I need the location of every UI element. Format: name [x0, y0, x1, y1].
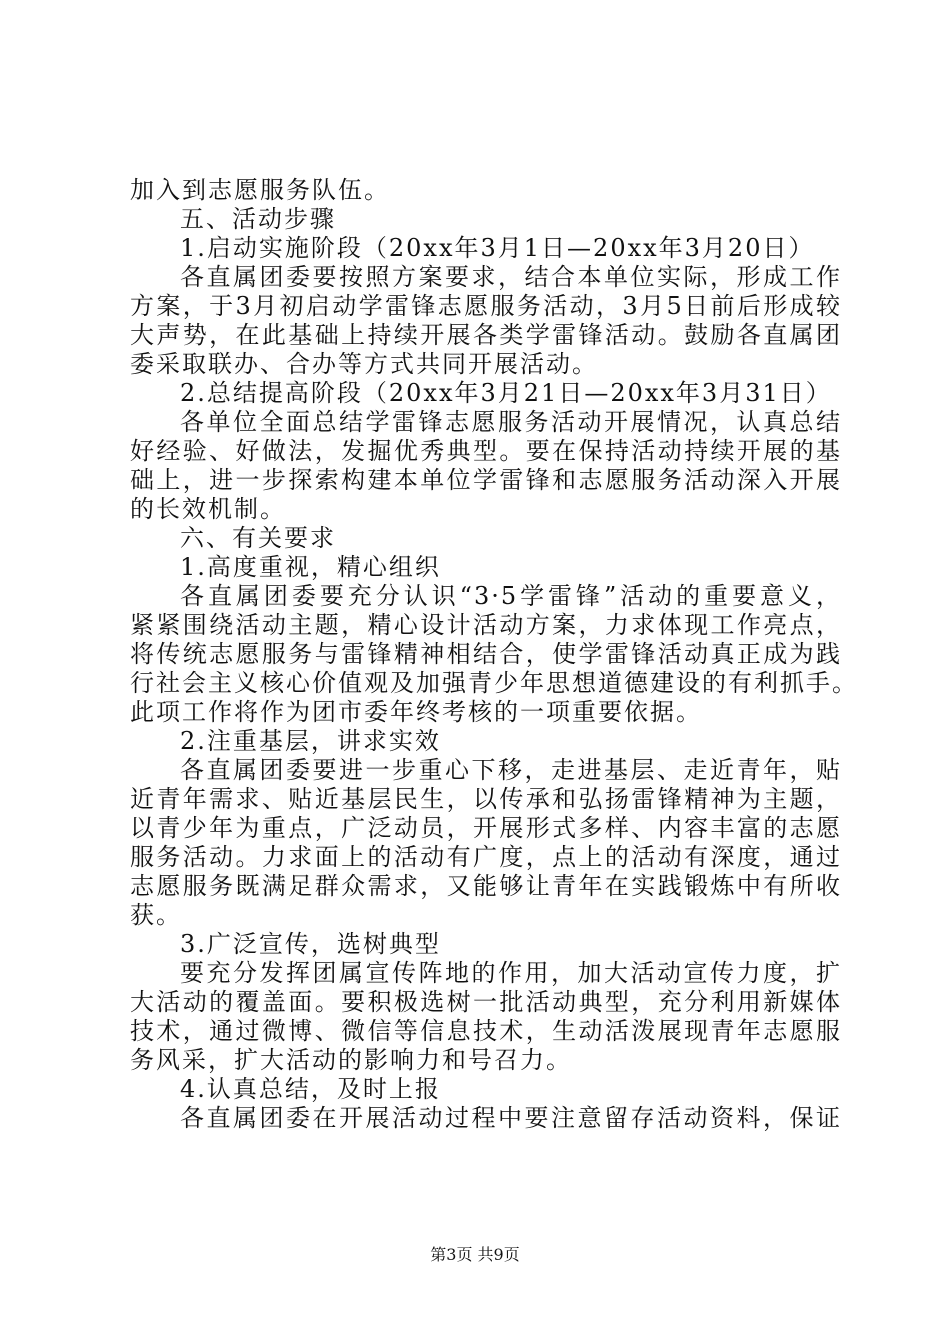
text-line: 1.启动实施阶段（20xx年3月1日—20xx年3月20日） [180, 234, 815, 262]
text-line: 好经验、好做法，发掘优秀典型。要在保持活动持续开展的基 [130, 437, 842, 465]
text-line: 要充分发挥团属宣传阵地的作用，加大活动宣传力度，扩 [180, 959, 842, 987]
text-line: 方案，于3月初启动学雷锋志愿服务活动，3月5日前后形成较 [130, 292, 842, 320]
text-line: 2.总结提高阶段（20xx年3月21日—20xx年3月31日） [180, 379, 832, 407]
text-line: 各直属团委在开展活动过程中要注意留存活动资料，保证 [180, 1104, 842, 1132]
text-line: 五、活动步骤 [180, 205, 336, 233]
text-line: 的长效机制。 [130, 495, 286, 523]
text-line: 获。 [130, 901, 182, 929]
text-line: 各单位全面总结学雷锋志愿服务活动开展情况，认真总结 [180, 408, 842, 436]
text-line: 大活动的覆盖面。要积极选树一批活动典型，充分利用新媒体 [130, 988, 842, 1016]
page-footer: 第3页 共9页 [430, 1245, 520, 1264]
text-line: 各直属团委要进一步重心下移，走进基层、走近青年，贴 [180, 756, 842, 784]
text-line: 技术，通过微博、微信等信息技术，生动活泼展现青年志愿服 [130, 1017, 842, 1045]
text-line: 各直属团委要按照方案要求，结合本单位实际，形成工作 [180, 263, 842, 291]
text-line: 近青年需求、贴近基层民生，以传承和弘扬雷锋精神为主题， [130, 785, 842, 813]
text-line: 将传统志愿服务与雷锋精神相结合，使学雷锋活动真正成为践 [130, 640, 842, 668]
text-line: 志愿服务既满足群众需求，又能够让青年在实践锻炼中有所收 [130, 872, 842, 900]
text-line: 服务活动。力求面上的活动有广度，点上的活动有深度，通过 [130, 843, 842, 871]
text-line: 础上，进一步探索构建本单位学雷锋和志愿服务活动深入开展 [130, 466, 842, 494]
text-line: 1.高度重视，精心组织 [180, 553, 441, 581]
text-line: 3.广泛宣传，选树典型 [180, 930, 441, 958]
document-body [130, 176, 858, 1133]
text-line: 2.注重基层，讲求实效 [180, 727, 441, 755]
text-line: 六、有关要求 [180, 524, 336, 552]
text-line: 此项工作将作为团市委年终考核的一项重要依据。 [130, 698, 702, 726]
text-line: 委采取联办、合办等方式共同开展活动。 [130, 350, 598, 378]
text-line: 以青少年为重点，广泛动员，开展形式多样、内容丰富的志愿 [130, 814, 842, 842]
text-line: 加入到志愿服务队伍。 [130, 176, 390, 204]
text-line: 紧紧围绕活动主题，精心设计活动方案，力求体现工作亮点， [130, 611, 842, 639]
text-line: 行社会主义核心价值观及加强青少年思想道德建设的有利抓手。 [130, 669, 858, 697]
text-line: 各直属团委要充分认识“3·5学雷锋”活动的重要意义， [180, 582, 842, 610]
text-line: 务风采，扩大活动的影响力和号召力。 [130, 1046, 572, 1074]
text-line: 4.认真总结，及时上报 [180, 1075, 441, 1103]
text-line: 大声势，在此基础上持续开展各类学雷锋活动。鼓励各直属团 [130, 321, 842, 349]
